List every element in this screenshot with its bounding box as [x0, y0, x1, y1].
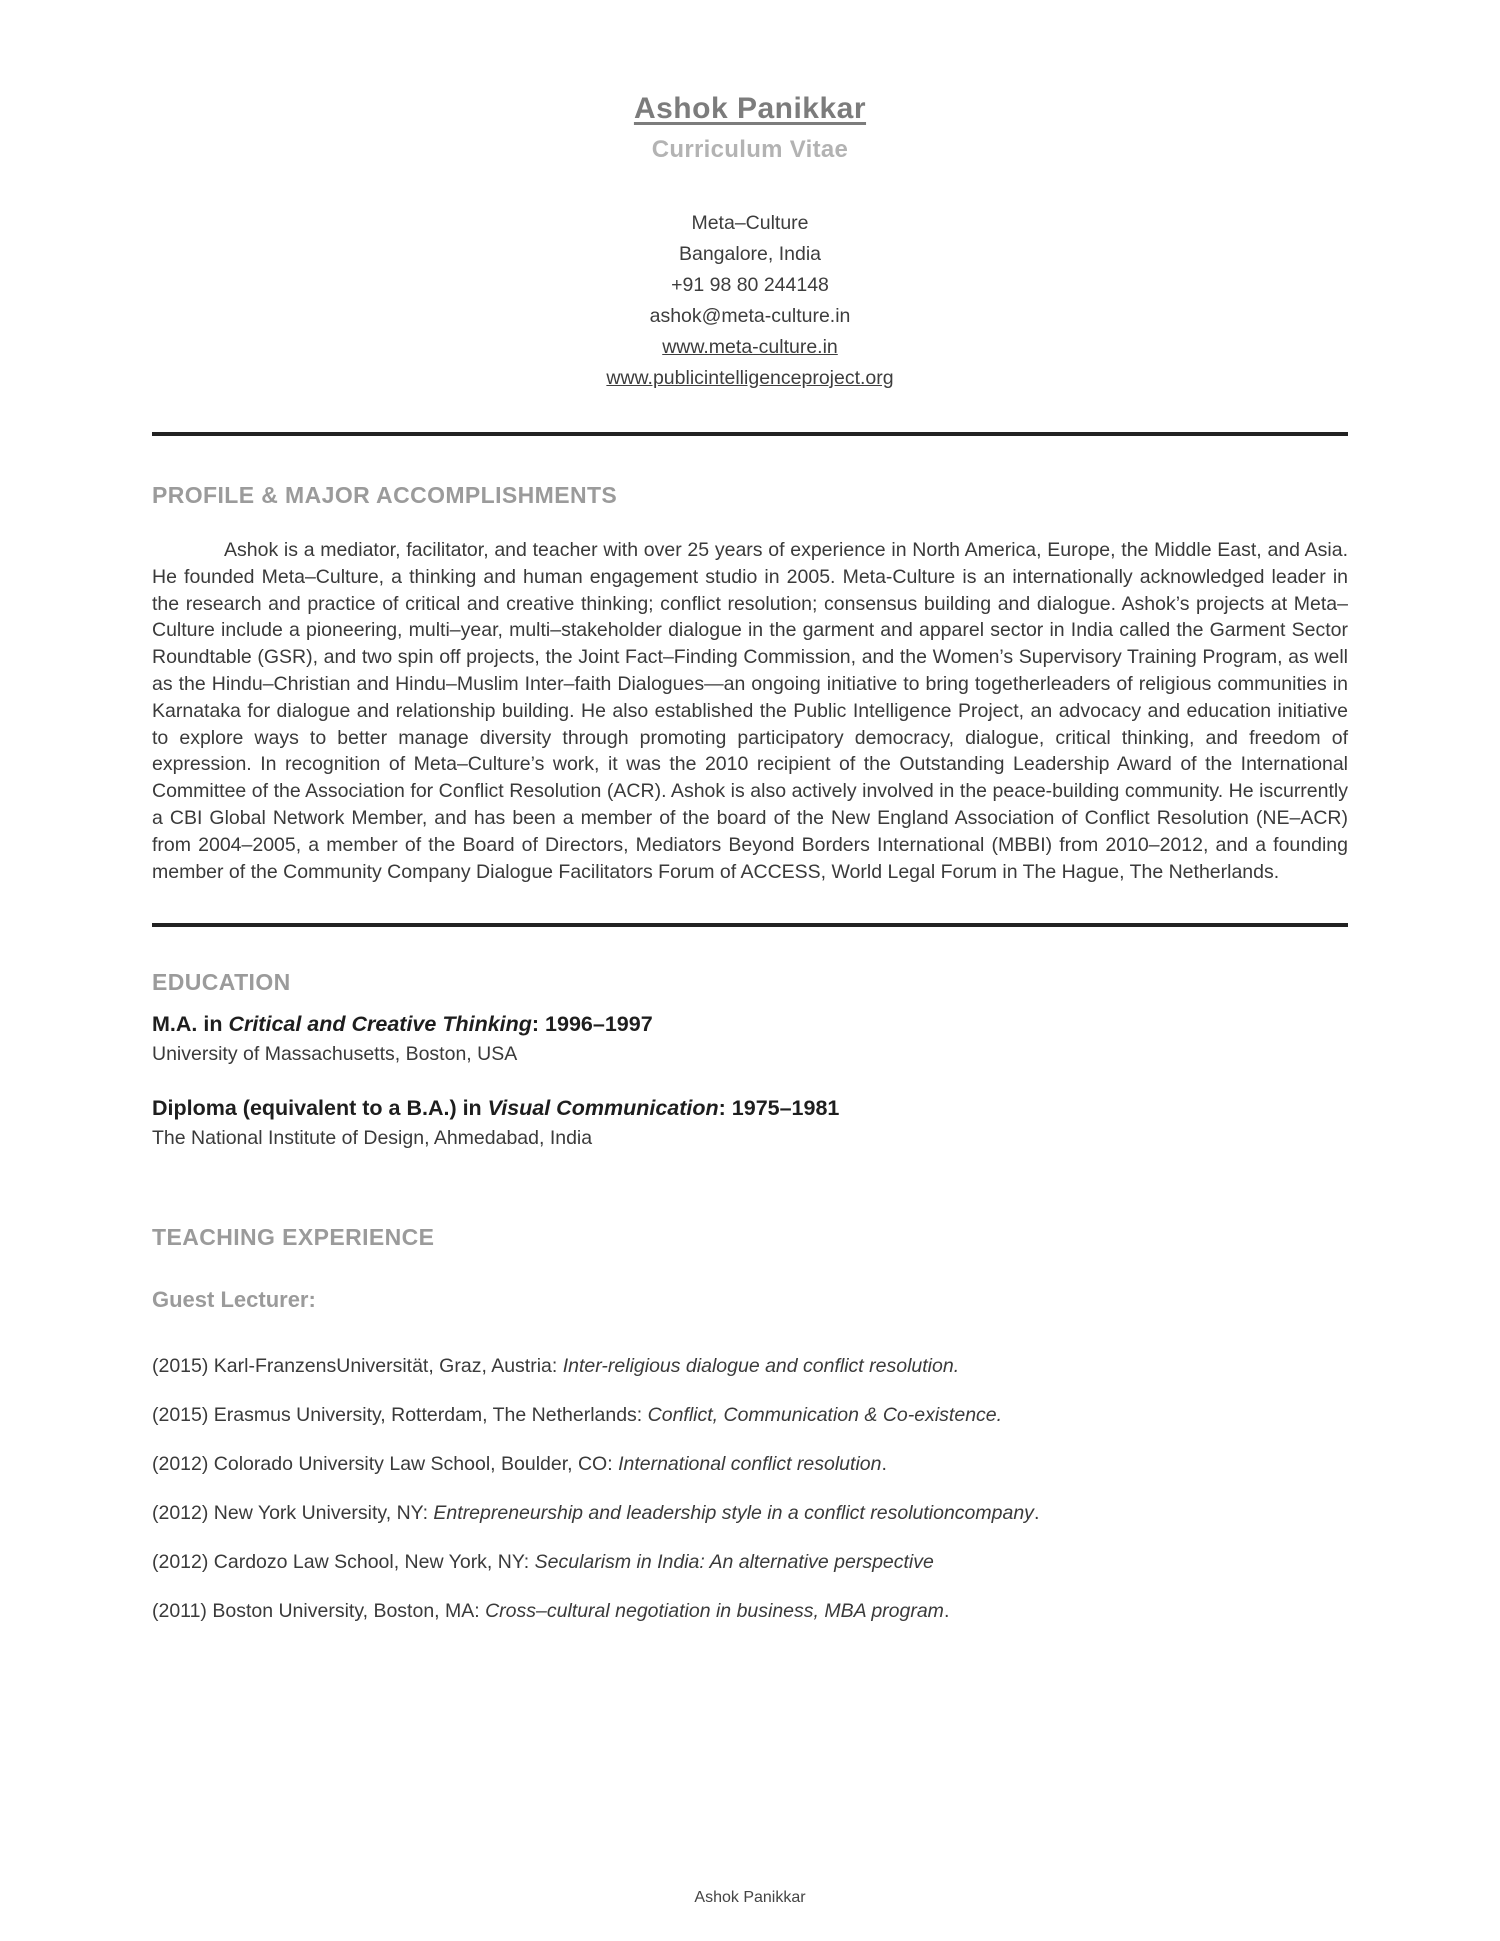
- lecture-topic-suffix: .: [1033, 1502, 1040, 1525]
- section-profile: [152, 482, 1348, 885]
- lecture-item: [152, 1353, 1348, 1379]
- profile-paragraph: Ashok is a mediator, facilitator, and teacher with over 25 years of experience in North America, Europe, the Middle East, and Asia. He founded Meta–Culture, a thinking and human engagement studio in 2005. Meta-Culture is an internationally acknowledged leader in the research and practice of critical and creative thinking; conflict resolution; consensus building and dialogue. Ashok’s projects at Meta–Culture include a pioneering, multi–year, multi–stakeholder dialogue in the garment and apparel sector in India called the Garment Sector Roundtable (GSR), and two spin off projects, the Joint Fact–Finding Commission, and the Women’s Supervisory Training Program, as well as the Hindu–Christian and Hindu–Muslim Inter–faith Dialogues—an ongoing initiative to bring togetherleaders of religious communities in Karnataka for dialogue and relationship building. He also established the Public Intelligence Project, an advocacy and education initiative to explore ways to better manage diversity through promoting participatory democracy, dialogue, critical thinking, and freedom of expression. In recognition of Meta–Culture’s work, it was the 2010 recipient of the Outstanding Leadership Award of the International Committee of the Association for Conflict Resolution (ACR). Ashok is also actively involved in the peace-building community. He iscurrently a CBI Global Network Member, and has been a member of the board of the New England Association of Conflict Resolution (NE–ACR) from 2004–2005, a member of the Board of Directors, Mediators Beyond Borders International (MBBI) from 2010–2012, and a founding member of the Community Company Dialogue Facilitators Forum of ACCESS, World Legal Forum in The Hague, The Netherlands.: [152, 539, 1348, 883]
- lecture-item: [152, 1598, 1348, 1624]
- cv-subtitle: Curriculum Vitae: [651, 136, 849, 163]
- page-footer: [0, 1889, 1500, 1907]
- lecture-list: [152, 1353, 1348, 1624]
- section-heading-education: EDUCATION: [152, 969, 291, 996]
- lecture-topic: Cross–cultural negotiation in business, MBA program: [485, 1600, 944, 1623]
- footer-name: Ashok Panikkar: [694, 1889, 806, 1906]
- contact-organization: Meta–Culture: [691, 212, 809, 234]
- website-link-public-intelligence[interactable]: www.publicintelligenceproject.org: [606, 367, 894, 389]
- lecture-topic: Secularism in India: An alternative perspective: [534, 1551, 934, 1574]
- divider-top: [152, 432, 1348, 436]
- cv-header: [152, 92, 1348, 394]
- lecture-topic: International conflict resolution: [618, 1453, 882, 1476]
- lecture-venue: (2015) Erasmus University, Rotterdam, The Netherlands:: [152, 1404, 648, 1427]
- degree-title-prefix: Diploma (equivalent to a B.A.) in: [152, 1096, 488, 1121]
- lecture-venue: (2012) Cardozo Law School, New York, NY:: [152, 1551, 535, 1574]
- degree-title-years: : 1975–1981: [718, 1096, 840, 1121]
- degree-title-field: Visual Communication: [487, 1096, 719, 1121]
- lecture-venue: (2012) New York University, NY:: [152, 1502, 434, 1525]
- lecture-item: [152, 1451, 1348, 1477]
- degree-entry: [152, 1012, 1348, 1066]
- section-heading-profile: PROFILE & MAJOR ACCOMPLISHMENTS: [152, 482, 618, 508]
- lecture-venue: (2011) Boston University, Boston, MA:: [152, 1600, 486, 1623]
- degree-institution: University of Massachusetts, Boston, USA: [152, 1043, 518, 1066]
- lecture-topic-suffix: .: [881, 1453, 887, 1476]
- degree-title: [152, 1012, 1348, 1037]
- lecture-topic-suffix: .: [943, 1600, 950, 1623]
- lecture-topic: Conflict, Communication & Co-existence.: [647, 1404, 1003, 1427]
- degree-entry: [152, 1096, 1348, 1150]
- subheading-guest-lecturer: Guest Lecturer:: [152, 1287, 316, 1313]
- degree-title-field: Critical and Creative Thinking: [228, 1012, 532, 1037]
- lecture-venue: (2012) Colorado University Law School, Boulder, CO:: [152, 1453, 619, 1476]
- website-link-meta-culture[interactable]: www.meta-culture.in: [662, 336, 838, 358]
- lecture-item: [152, 1402, 1348, 1428]
- lecture-topic: Inter-religious dialogue and conflict resolution.: [562, 1355, 960, 1378]
- contact-phone: +91 98 80 244148: [671, 274, 829, 296]
- divider-middle: [152, 923, 1348, 927]
- lecture-item: [152, 1549, 1348, 1575]
- contact-email: ashok@meta-culture.in: [649, 305, 851, 327]
- lecture-topic: Entrepreneurship and leadership style in a conflict resolutioncompany: [433, 1502, 1034, 1525]
- contact-location: Bangalore, India: [678, 243, 822, 265]
- degree-title-prefix: M.A. in: [152, 1012, 229, 1037]
- page-title: Ashok Panikkar: [633, 92, 867, 125]
- degree-title-years: : 1996–1997: [531, 1012, 653, 1037]
- section-teaching: [152, 1224, 1348, 1624]
- degree-institution: The National Institute of Design, Ahmedabad, India: [152, 1127, 593, 1150]
- degree-title: [152, 1096, 1348, 1121]
- section-education: [152, 969, 1348, 1150]
- lecture-venue: (2015) Karl-FranzensUniversität, Graz, Austria:: [152, 1355, 563, 1378]
- lecture-item: [152, 1500, 1348, 1526]
- section-heading-teaching: TEACHING EXPERIENCE: [152, 1224, 435, 1251]
- contact-block: [152, 208, 1348, 394]
